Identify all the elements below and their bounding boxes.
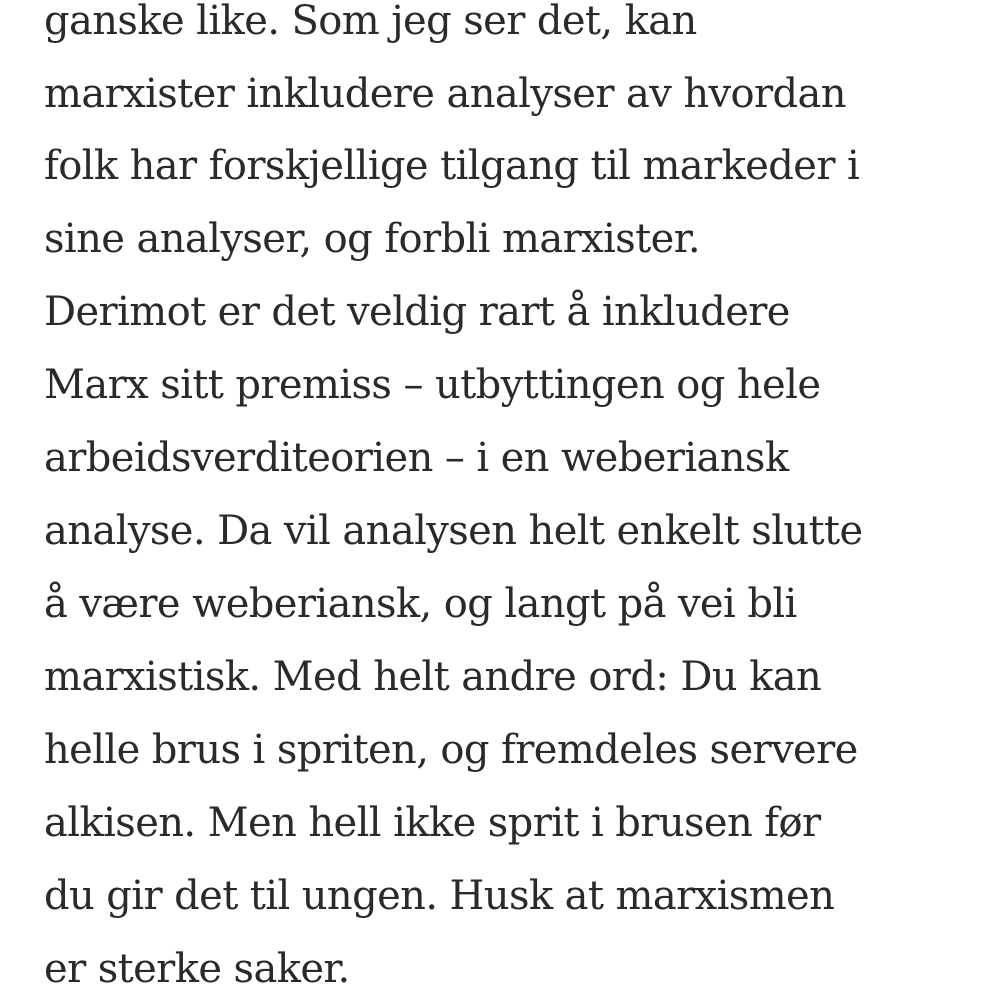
- text-line: sine analyser, og forbli marxister.: [44, 216, 700, 262]
- text-line: alkisen. Men hell ikke sprit i brusen før: [44, 800, 821, 846]
- text-line: Derimot er det veldig rart å inkludere: [44, 289, 790, 335]
- text-line: arbeidsverditeorien – i en weberiansk: [44, 435, 789, 481]
- text-line: er sterke saker.: [44, 946, 350, 992]
- text-line: du gir det til ungen. Husk at marxismen: [44, 873, 835, 919]
- text-line: marxistisk. Med helt andre ord: Du kan: [44, 654, 822, 700]
- text-line: analyse. Da vil analysen helt enkelt slutte: [44, 508, 863, 554]
- text-line: folk har forskjellige tilgang til markeder i: [44, 143, 860, 189]
- text-line: Marx sitt premiss – utbyttingen og hele: [44, 362, 821, 408]
- text-line: helle brus i spriten, og fremdeles servere: [44, 727, 858, 773]
- text-line: marxister inkludere analyser av hvordan: [44, 71, 846, 117]
- text-line: ganske like. Som jeg ser det, kan: [44, 0, 697, 44]
- text-line: å være weberiansk, og langt på vei bli: [44, 581, 797, 627]
- article-body: [44, 0, 974, 1000]
